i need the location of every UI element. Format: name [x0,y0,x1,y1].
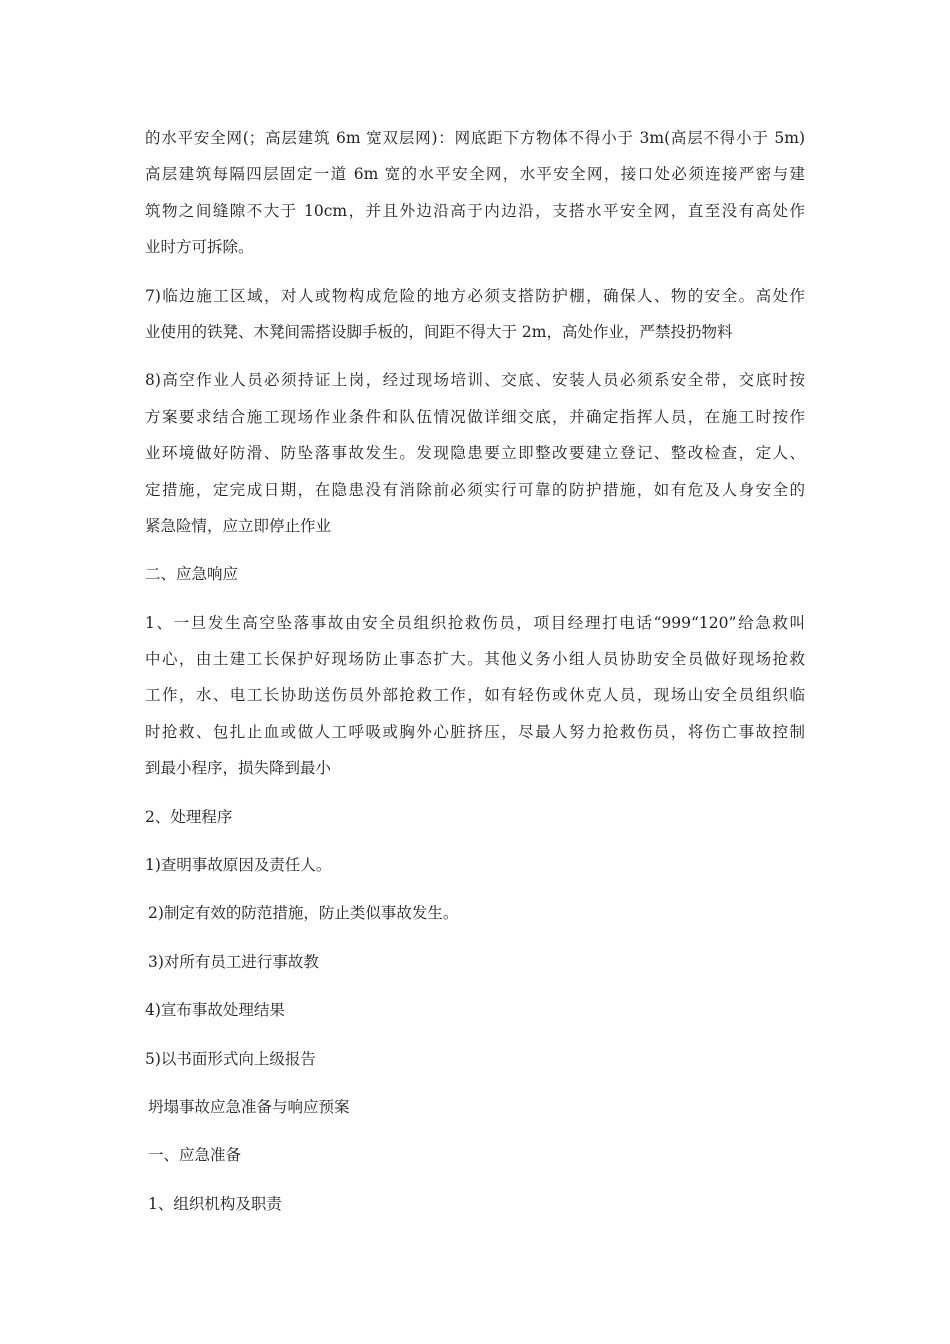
paragraph-item-7 [145,278,805,351]
text-line: 方案要求结合施工现场作业条件和队伍情况做详细交底，并确定指挥人员，在施工时按作 [145,407,805,426]
list-item: 1)查明事故原因及责任人。 [145,856,332,875]
list-item: 3)对所有员工进行事故教 [148,952,319,971]
text-line: 到最小程序，损失降到最小 [145,759,332,778]
text-line: 业使用的铁凳、木凳间需搭设脚手板的，间距不得大于 2m，高处作业，严禁投扔物料 [145,322,733,341]
text-line: 8)高空作业人员必须持证上岗，经过现场培训、交底、安装人员必须系安全带，交底时按 [145,371,805,390]
paragraph-safety-net [145,120,805,266]
subheading-procedure: 2、处理程序 [145,807,233,826]
text-line: 时抢救、包扎止血或做人工呼吸或胸外心脏挤压，尽最人努力抢救伤员，将伤亡事故控制 [145,722,805,741]
list-item: 5)以书面形式向上级报告 [145,1049,316,1068]
list-item: 4)宣布事故处理结果 [145,1001,285,1020]
text-line: 业环境做好防滑、防坠落事故发生。发现隐患要立即整改要建立登记、整改检查，定人、 [145,444,805,463]
heading-text: 二、应急响应 [145,565,239,584]
text-line: 业时方可拆除。 [145,238,254,257]
text-line: 筑物之间缝隙不大于 10cm，并且外边沿高于内边沿，支搭水平安全网，直至没有高处作 [145,201,805,220]
section-title-collapse-plan: 坍塌事故应急准备与响应预案 [148,1097,350,1116]
document-body [145,120,805,1234]
text-line: 工作，水、电工长协助送伤员外部抢救工作，如有轻伤或休克人员，现场山安全员组织临 [145,686,805,705]
section-heading-emergency-response [145,556,805,592]
subheading-organization: 1、组织机构及职责 [148,1194,282,1213]
text-line: 中心，由土建工长保护好现场防止事态扩大。其他义务小组人员协助安全员做好现场抢救 [145,650,805,669]
text-line: 高层建筑每隔四层固定一道 6m 宽的水平安全网，水平安全网，接口处必须连接严密与建 [145,165,805,184]
paragraph-item-8 [145,362,805,544]
text-line: 7)临边施工区域，对人或物构成危险的地方必须支搭防护棚，确保人、物的安全。高处作 [145,286,805,305]
paragraph-response-1 [145,605,805,787]
list-item: 2)制定有效的防范措施，防止类似事故发生。 [148,904,459,923]
text-line: 定措施，定完成日期，在隐患没有消除前必须实行可靠的防护措施，如有危及人身安全的 [145,480,805,499]
section-heading-emergency-prep: 一、应急准备 [148,1146,242,1165]
text-line: 的水平安全网(；高层建筑 6m 宽双层网)：网底距下方物体不得小于 3m(高层不得小于 5m) [145,129,805,147]
text-line: 1、一旦发生高空坠落事故由安全员组织抢救伤员，项目经理打电话“999“120”给急救叫 [145,613,805,632]
text-line: 紧急险情，应立即停止作业 [145,516,332,535]
